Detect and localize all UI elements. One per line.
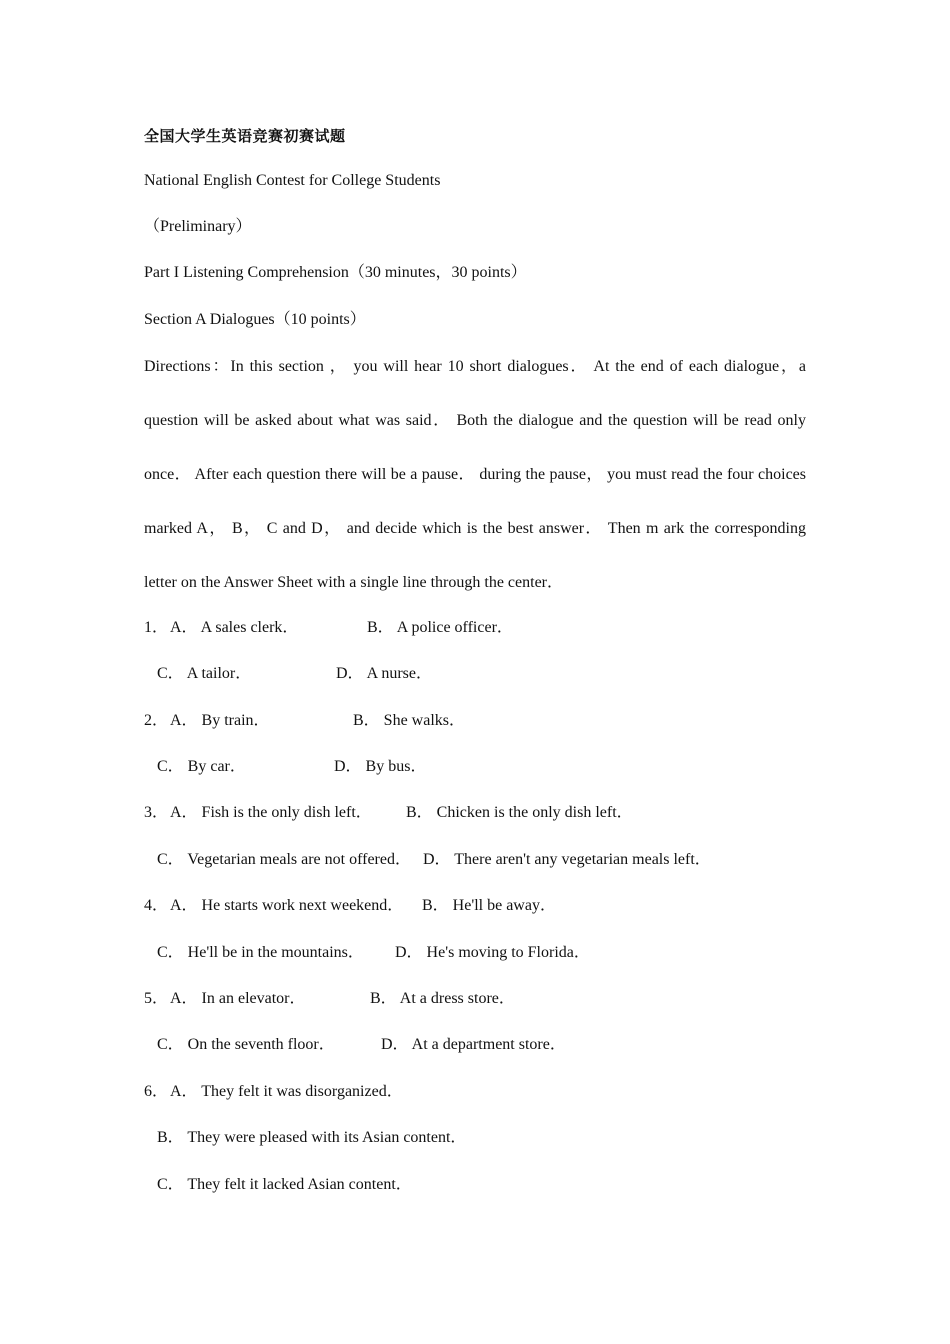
option-a: A． They felt it was disorganized． <box>170 1083 403 1100</box>
option-b: B． At a dress store． <box>370 990 515 1007</box>
directions-paragraph: Directions：In this section ， you will hear 10 short dialogues． At the end of each dialogue，a question will be asked about what was said． Both the dialogue and the question will be read only once． After each question there will be a pause． during the pause， you must read the four choices marked A， B， C and D， and decide which is the best answer． Then m ark the corresponding letter on the Answer Sheet with a single line through the center． <box>144 358 806 591</box>
option-c: C． On the seventh floor． <box>157 1036 335 1053</box>
option-b: B． They were pleased with its Asian content． <box>157 1129 467 1146</box>
option-d: D． He's moving to Florida． <box>395 944 590 961</box>
stage-label: （Preliminary） <box>144 218 252 235</box>
en-title: National English Contest for College Students <box>144 172 441 189</box>
option-b: B． Chicken is the only dish left． <box>406 804 633 821</box>
option-d: D． At a department store． <box>381 1036 566 1053</box>
question-number: 1． <box>144 619 169 636</box>
option-c: C． They felt it lacked Asian content． <box>157 1176 412 1193</box>
option-d: D． A nurse． <box>336 665 433 682</box>
option-a: A． Fish is the only dish left． <box>170 804 372 821</box>
option-b: B． A police officer． <box>367 619 513 636</box>
option-a: A． He starts work next weekend． <box>170 897 404 914</box>
option-c: C． Vegetarian meals are not offered． <box>157 851 411 868</box>
option-c: C． He'll be in the mountains． <box>157 944 364 961</box>
option-b: B． He'll be away． <box>422 897 556 914</box>
option-b: B． She walks． <box>353 712 466 729</box>
option-c: C． By car． <box>157 758 246 775</box>
question-number: 3． <box>144 804 169 821</box>
question-number: 6． <box>144 1083 169 1100</box>
option-d: D． There aren't any vegetarian meals left． <box>423 851 711 868</box>
section-title: Section A Dialogues（10 points） <box>144 311 366 328</box>
option-a: A． By train． <box>170 712 270 729</box>
cn-title: 全国大学生英语竞赛初赛试题 <box>144 127 346 145</box>
option-a: A． A sales clerk． <box>170 619 299 636</box>
option-a: A． In an elevator． <box>170 990 306 1007</box>
option-c: C． A tailor． <box>157 665 252 682</box>
part-title: Part I Listening Comprehension（30 minutes，30 points） <box>144 264 527 281</box>
question-number: 2． <box>144 712 169 729</box>
option-d: D． By bus． <box>334 758 427 775</box>
question-number: 5． <box>144 990 169 1007</box>
question-number: 4． <box>144 897 169 914</box>
